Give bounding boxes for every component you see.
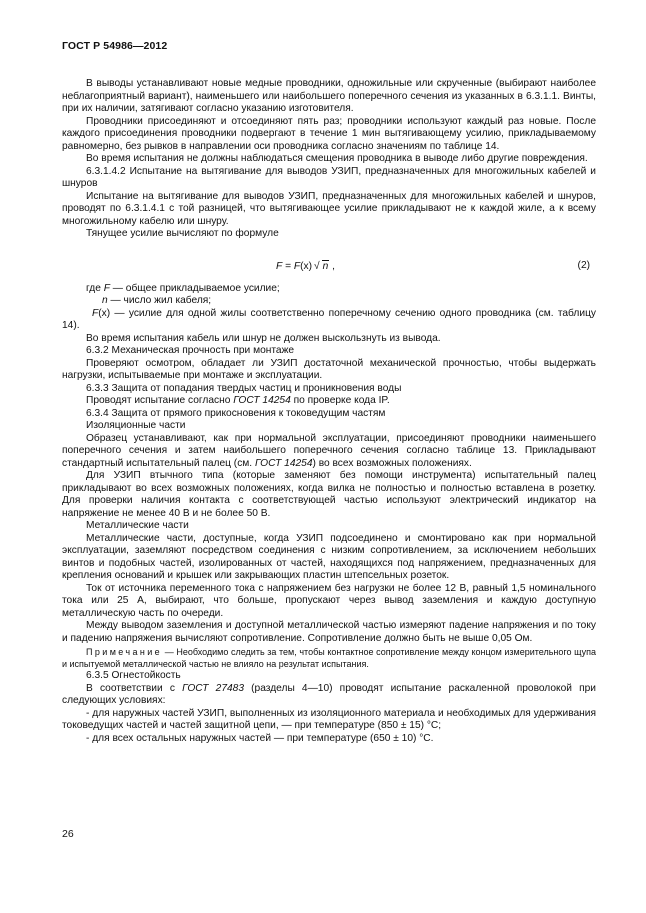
text-run: (разделы 4—10) проводят испытание раскаленной проволокой при следующих условиях: bbox=[62, 682, 597, 706]
text-run: Образец устанавливают, как при нормальной эксплуатации, присоединяют проводники наименьшего поперечного сечения и затем наибольшего поперечного сечения согласно таблице 13. Прикладывают стандартный испытательный палец (см. bbox=[62, 432, 596, 469]
paragraph: Ток от источника переменного тока с напряжением без нагрузки не более 12 В, равный 1,5 номинального тока или 25 А, выбирают, что больше, пропускают через вывод заземления и каждую доступную металлическую часть по очереди. bbox=[62, 582, 596, 619]
paragraph bbox=[62, 395, 596, 408]
formula-expression bbox=[276, 260, 335, 274]
page-number: 26 bbox=[62, 828, 74, 840]
note-text: — Необходимо следить за тем, чтобы контактное сопротивление между концом измерительного щупа и испытуемой металлической частью не влияло на результат испытания. bbox=[62, 647, 596, 669]
paragraph: Проводники присоединяют и отсоединяют пять раз; проводники используют каждый раз новые. После каждого присоединения проводники подвергают в течение 1 мин вытягивающему усилию, прикладываемому равномерно, без рывков в направлении оси проводника согласно значениям по таблице 14. bbox=[62, 115, 596, 152]
paragraph: Металлические части, доступные, когда УЗИП подсоединено и смонтировано как при нормальной эксплуатации, заземляют посредством соединения с низким сопротивлением, за исключением небольших винтов и подобных частей, изолированных от частей, находящихся под напряжением, предназначенных для крепления оснований и крышек или закрывающих пластин штепсельных розеток. bbox=[62, 532, 596, 581]
subheading: Изоляционные части bbox=[86, 420, 186, 431]
formula-tail: , bbox=[329, 260, 335, 272]
paragraph bbox=[62, 433, 596, 471]
where-line-fx bbox=[62, 308, 596, 333]
section-heading: 6.3.4 Защита от прямого прикосновения к токоведущим частям bbox=[86, 407, 386, 419]
text-run: ) во всех возможных положениях. bbox=[312, 457, 472, 469]
formula-block bbox=[62, 257, 596, 277]
section-heading: 6.3.5 Огнестойкость bbox=[86, 670, 181, 681]
where-line-f bbox=[62, 283, 596, 296]
paragraph: Во время испытания кабель или шнур не должен выскользнуть из вывода. bbox=[86, 332, 441, 344]
standard-reference: ГОСТ 27483 bbox=[182, 682, 244, 694]
formula-argument: (x) bbox=[300, 260, 312, 272]
where-n-symbol: n bbox=[102, 295, 108, 306]
list-item: - для всех остальных наружных частей — при температуре (650 ± 10) °С. bbox=[86, 732, 434, 744]
paragraph: Проверяют осмотром, обладает ли УЗИП достаточной механической прочностью, чтобы выдержать нагрузки, испытываемые при монтаже и эксплуатации. bbox=[62, 357, 596, 381]
subheading: Металлические части bbox=[86, 520, 189, 531]
text-run: Проводят испытание согласно bbox=[86, 395, 234, 406]
where-intro: где bbox=[86, 282, 101, 294]
section-heading: 6.3.1.4.2 Испытание на вытягивание для выводов УЗИП, предназначенных для многожильных кабелей и шнуров bbox=[62, 165, 596, 189]
formula-lhs: F bbox=[276, 260, 283, 272]
document-page bbox=[62, 40, 596, 745]
square-root-icon: √ bbox=[313, 260, 320, 272]
where-fx-symbol: F bbox=[92, 307, 99, 319]
paragraph: Между выводом заземления и доступной металлической частью измеряют падение напряжения и по току и падению напряжения вычисляют сопротивление. Сопротивление должно быть не выше 0,05 Ом. bbox=[62, 620, 596, 644]
paragraph: В выводы устанавливают новые медные проводники, одножильные или скрученные (выбирают наиболее неблагоприятный вариант), наименьшего или наибольшего поперечного сечения из указанных в 6.3.1.1. Винты, при их наличии, затягивают согласно указанию изготовителя. bbox=[62, 78, 596, 114]
note bbox=[62, 647, 596, 670]
paragraph bbox=[62, 683, 596, 708]
where-f-symbol: F bbox=[103, 282, 110, 294]
formula-radicand: n bbox=[322, 260, 329, 272]
paragraph: Тянущее усилие вычисляют по формуле bbox=[86, 228, 279, 239]
text-run: по проверке кода IP. bbox=[290, 395, 390, 406]
paragraph: Для УЗИП втычного типа (которые заменяют без помощи инструмента) испытательный палец прикладывают во всех возможных положениях, когда вилка не полностью и полностью вставлена в розетку. Для проверки наличия контакта с соответствующей частью используют электрический индикатор на напряжение не менее 40 В и не более 50 В. bbox=[62, 470, 596, 519]
paragraph: Испытание на вытягивание для выводов УЗИП, предназначенных для многожильных кабелей и шнуров, проводят по 6.3.1.4.1 с той разницей, что вытягивающее усилие прикладывают не к каждой жиле, а к всему многожильному кабелю или шнуру. bbox=[62, 190, 596, 227]
list-item: - для наружных частей УЗИП, выполненных из изоляционного материала и необходимых для удерживания токоведущих частей и частей защитной цепи, — при температуре (850 ± 15) °С; bbox=[62, 707, 596, 731]
note-label: Примечание bbox=[86, 647, 163, 657]
standard-reference: ГОСТ 14254 bbox=[233, 395, 291, 406]
text-run: В соответствии с bbox=[86, 682, 183, 694]
paragraph: Во время испытания не должны наблюдаться смещения проводника в выводе либо другие повреждения. bbox=[86, 153, 588, 164]
standard-code-header: ГОСТ Р 54986—2012 bbox=[62, 40, 168, 52]
where-f-description: — общее прикладываемое усилие; bbox=[109, 282, 280, 294]
where-n-description: — число жил кабеля; bbox=[107, 295, 212, 306]
section-heading: 6.3.3 Защита от попадания твердых частиц и проникновения воды bbox=[86, 382, 402, 394]
where-fx-argument: (x) bbox=[98, 307, 111, 319]
section-heading: 6.3.2 Механическая прочность при монтаже bbox=[86, 345, 295, 356]
formula-function: F bbox=[293, 260, 301, 272]
formula-equals: = bbox=[282, 260, 294, 272]
standard-reference: ГОСТ 14254 bbox=[254, 457, 313, 469]
where-fx-description: — усилие для одной жилы соответственно поперечному сечению одного проводника (см. таблицу 14). bbox=[62, 307, 596, 331]
formula-number: (2) bbox=[577, 259, 590, 271]
document-body bbox=[62, 78, 596, 745]
where-line-n bbox=[62, 295, 596, 308]
